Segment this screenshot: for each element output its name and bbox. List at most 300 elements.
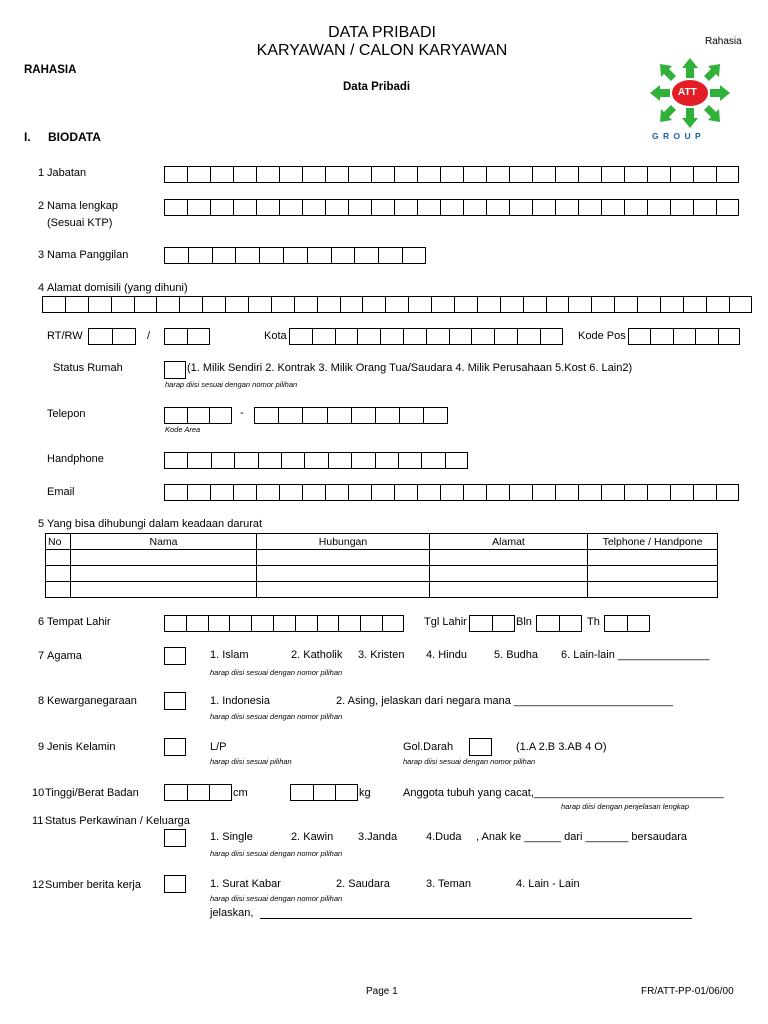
logo-text: ATT <box>678 87 697 98</box>
field-number: 6 <box>38 616 45 628</box>
gol-darah-input[interactable] <box>469 738 492 756</box>
char-box[interactable] <box>335 784 358 801</box>
nama-panggilan-label: Nama Panggilan <box>47 249 129 261</box>
sumber-option: 1. Surat Kabar <box>210 878 281 890</box>
status-rumah-hint: harap diisi sesuai dengan nomor pilihan <box>165 380 298 389</box>
att-group-logo <box>640 56 740 146</box>
anak-ke-label: , Anak ke ______ dari _______ bersaudara <box>476 831 687 843</box>
char-box[interactable] <box>271 296 294 313</box>
char-box[interactable] <box>112 328 136 345</box>
field-number: 3 <box>38 249 45 261</box>
char-box[interactable] <box>449 328 472 345</box>
kewarganegaraan-option-2: 2. Asing, jelaskan dari negara mana __________________________ <box>336 695 674 707</box>
agama-option: 4. Hindu <box>426 649 467 661</box>
confidential-label-left: RAHASIA <box>24 64 77 76</box>
char-box[interactable] <box>348 166 371 183</box>
jabatan-label: Jabatan <box>47 167 87 179</box>
status-perkawinan-input[interactable] <box>164 829 186 847</box>
char-box[interactable] <box>256 484 279 501</box>
char-box[interactable] <box>417 166 440 183</box>
char-box[interactable] <box>313 784 336 801</box>
char-box[interactable] <box>670 484 693 501</box>
char-box[interactable] <box>317 615 339 632</box>
telepon-dash: - <box>240 407 244 419</box>
char-box[interactable] <box>492 615 515 632</box>
char-box[interactable] <box>394 199 417 216</box>
char-box[interactable] <box>254 407 278 424</box>
char-box[interactable] <box>578 166 601 183</box>
char-box[interactable] <box>578 484 601 501</box>
field-number: 8 <box>38 695 45 707</box>
gol-darah-hint: harap diisi sesuai dengan nomor pilihan <box>403 757 536 766</box>
char-box[interactable] <box>509 199 532 216</box>
char-box[interactable] <box>212 247 236 264</box>
char-box[interactable] <box>279 484 302 501</box>
char-box[interactable] <box>65 296 88 313</box>
char-box[interactable] <box>179 296 202 313</box>
char-box[interactable] <box>256 199 279 216</box>
field-number: 4 <box>38 282 45 294</box>
char-box[interactable] <box>325 166 348 183</box>
char-box[interactable] <box>601 484 624 501</box>
char-box[interactable] <box>486 199 509 216</box>
gol-darah-options: (1.A 2.B 3.AB 4 O) <box>516 741 607 753</box>
table-header: Telphone / Handpone <box>588 534 718 550</box>
table-header: Alamat <box>430 534 588 550</box>
field-number: 12 <box>32 879 45 891</box>
char-box[interactable] <box>290 784 313 801</box>
char-box[interactable] <box>647 199 670 216</box>
char-box[interactable] <box>382 615 404 632</box>
char-box[interactable] <box>670 199 693 216</box>
agama-label: Agama <box>47 650 82 662</box>
char-box[interactable] <box>536 615 559 632</box>
char-box[interactable] <box>431 296 454 313</box>
field-number: 1 <box>38 167 45 179</box>
agama-option: 6. Lain-lain _______________ <box>561 649 710 661</box>
char-box[interactable] <box>325 484 348 501</box>
table-row[interactable] <box>46 550 718 566</box>
char-box[interactable] <box>362 296 385 313</box>
char-box[interactable] <box>660 296 683 313</box>
char-box[interactable] <box>729 296 752 313</box>
char-box[interactable] <box>351 407 375 424</box>
telepon-label: Telepon <box>47 408 86 420</box>
char-box[interactable] <box>399 407 423 424</box>
perkawinan-option: 2. Kawin <box>291 831 334 843</box>
char-box[interactable] <box>317 296 340 313</box>
char-box[interactable] <box>251 615 273 632</box>
char-box[interactable] <box>647 484 670 501</box>
char-box[interactable] <box>423 407 447 424</box>
char-box[interactable] <box>454 296 477 313</box>
rw-input[interactable] <box>164 328 210 345</box>
char-box[interactable] <box>628 328 650 345</box>
char-box[interactable] <box>471 328 494 345</box>
char-box[interactable] <box>304 452 327 469</box>
char-box[interactable] <box>445 452 468 469</box>
nama-lengkap-input[interactable] <box>164 199 739 216</box>
kodepos-input[interactable] <box>628 328 740 345</box>
perkawinan-hint: harap diisi sesuai dengan nomor pilihan <box>210 849 343 858</box>
char-box[interactable] <box>440 484 463 501</box>
char-box[interactable] <box>187 407 210 424</box>
char-box[interactable] <box>509 166 532 183</box>
char-box[interactable] <box>546 296 569 313</box>
char-box[interactable] <box>403 328 426 345</box>
char-box[interactable] <box>302 407 326 424</box>
char-box[interactable] <box>234 452 257 469</box>
kewarganegaraan-option-1: 1. Indonesia <box>210 695 270 707</box>
char-box[interactable] <box>348 484 371 501</box>
table-header: Nama <box>71 534 257 550</box>
char-box[interactable] <box>187 328 210 345</box>
char-box[interactable] <box>559 615 582 632</box>
char-box[interactable] <box>440 199 463 216</box>
char-box[interactable] <box>408 296 431 313</box>
tinggi-berat-label: Tinggi/Berat Badan <box>45 787 139 799</box>
char-box[interactable] <box>164 615 186 632</box>
char-box[interactable] <box>568 296 591 313</box>
char-box[interactable] <box>380 328 403 345</box>
char-box[interactable] <box>88 328 112 345</box>
char-box[interactable] <box>486 484 509 501</box>
kewarganegaraan-input[interactable] <box>164 692 186 710</box>
agama-option: 3. Kristen <box>358 649 405 661</box>
char-box[interactable] <box>233 484 256 501</box>
char-box[interactable] <box>164 452 187 469</box>
char-box[interactable] <box>385 296 408 313</box>
char-box[interactable] <box>494 328 517 345</box>
email-input[interactable] <box>164 484 739 501</box>
char-box[interactable] <box>164 199 187 216</box>
char-box[interactable] <box>378 247 402 264</box>
char-box[interactable] <box>211 452 234 469</box>
char-box[interactable] <box>670 166 693 183</box>
status-rumah-options: (1. Milik Sendiri 2. Kontrak 3. Milik Orang Tua/Saudara 4. Milik Perusahaan 5.Kost 6. Lain2) <box>187 362 633 374</box>
char-box[interactable] <box>256 166 279 183</box>
char-box[interactable] <box>210 199 233 216</box>
perkawinan-option: 4.Duda <box>426 831 462 843</box>
char-box[interactable] <box>695 328 717 345</box>
char-box[interactable] <box>360 615 382 632</box>
char-box[interactable] <box>486 166 509 183</box>
char-box[interactable] <box>555 199 578 216</box>
nama-lengkap-sublabel: (Sesuai KTP) <box>47 217 113 229</box>
email-label: Email <box>47 486 75 498</box>
char-box[interactable] <box>693 166 716 183</box>
char-box[interactable] <box>398 452 421 469</box>
char-box[interactable] <box>164 166 187 183</box>
kewarganegaraan-hint: harap diisi sesuai dengan nomor pilihan <box>210 712 343 721</box>
char-box[interactable] <box>229 615 251 632</box>
char-box[interactable] <box>693 199 716 216</box>
char-box[interactable] <box>591 296 614 313</box>
emergency-contact-table <box>45 533 718 598</box>
char-box[interactable] <box>402 247 426 264</box>
char-box[interactable] <box>156 296 179 313</box>
char-box[interactable] <box>111 296 134 313</box>
char-box[interactable] <box>164 407 187 424</box>
char-box[interactable] <box>187 166 210 183</box>
char-box[interactable] <box>614 296 637 313</box>
char-box[interactable] <box>509 484 532 501</box>
char-box[interactable] <box>210 484 233 501</box>
title-line-1: DATA PRIBADI <box>328 24 436 41</box>
char-box[interactable] <box>716 166 739 183</box>
char-box[interactable] <box>338 615 360 632</box>
char-box[interactable] <box>716 199 739 216</box>
char-box[interactable] <box>327 407 351 424</box>
char-box[interactable] <box>302 199 325 216</box>
char-box[interactable] <box>421 452 444 469</box>
char-box[interactable] <box>340 296 363 313</box>
char-box[interactable] <box>624 166 647 183</box>
char-box[interactable] <box>716 484 739 501</box>
char-box[interactable] <box>331 247 355 264</box>
gol-darah-label: Gol.Darah <box>403 741 454 753</box>
char-box[interactable] <box>417 199 440 216</box>
char-box[interactable] <box>283 247 307 264</box>
jelaskan-line[interactable] <box>260 918 692 919</box>
char-box[interactable] <box>417 484 440 501</box>
char-box[interactable] <box>463 199 486 216</box>
char-box[interactable] <box>627 615 650 632</box>
char-box[interactable] <box>42 296 65 313</box>
char-box[interactable] <box>624 484 647 501</box>
char-box[interactable] <box>225 296 248 313</box>
char-box[interactable] <box>555 484 578 501</box>
kota-input[interactable] <box>289 328 563 345</box>
status-rumah-label: Status Rumah <box>53 362 123 374</box>
char-box[interactable] <box>354 247 378 264</box>
sumber-berita-input[interactable] <box>164 875 186 893</box>
telepon-input[interactable] <box>254 407 448 424</box>
char-box[interactable] <box>259 247 283 264</box>
sumber-option: 2. Saudara <box>336 878 390 890</box>
char-box[interactable] <box>187 452 210 469</box>
char-box[interactable] <box>371 199 394 216</box>
char-box[interactable] <box>187 784 210 801</box>
field-number: 9 <box>38 741 45 753</box>
char-box[interactable] <box>647 166 670 183</box>
rt-input[interactable] <box>88 328 136 345</box>
char-box[interactable] <box>302 166 325 183</box>
char-box[interactable] <box>328 452 351 469</box>
char-box[interactable] <box>187 484 210 501</box>
char-box[interactable] <box>88 296 111 313</box>
agama-option: 2. Katholik <box>291 649 343 661</box>
alamat-label: Alamat domisili (yang dihuni) <box>47 282 188 294</box>
char-box[interactable] <box>426 328 449 345</box>
char-box[interactable] <box>210 166 233 183</box>
tahun-label: Th <box>587 616 600 628</box>
char-box[interactable] <box>233 166 256 183</box>
char-box[interactable] <box>601 166 624 183</box>
char-box[interactable] <box>683 296 706 313</box>
field-number: 7 <box>38 650 45 662</box>
nama-panggilan-input[interactable] <box>164 247 426 264</box>
bulan-input[interactable] <box>536 615 582 632</box>
nama-lengkap-label: Nama lengkap <box>47 200 118 212</box>
cacat-hint: harap diisi dengan penjelasan lengkap <box>561 802 690 811</box>
char-box[interactable] <box>706 296 729 313</box>
char-box[interactable] <box>295 615 317 632</box>
tempat-lahir-input[interactable] <box>164 615 404 632</box>
char-box[interactable] <box>273 615 295 632</box>
char-box[interactable] <box>693 484 716 501</box>
char-box[interactable] <box>258 452 281 469</box>
char-box[interactable] <box>164 484 187 501</box>
section-number: I. <box>24 130 31 144</box>
emergency-label: Yang bisa dihubungi dalam keadaan darurat <box>47 518 263 530</box>
char-box[interactable] <box>375 452 398 469</box>
char-box[interactable] <box>500 296 523 313</box>
char-box[interactable] <box>278 407 302 424</box>
char-box[interactable] <box>624 199 647 216</box>
char-box[interactable] <box>375 407 399 424</box>
sumber-option: 4. Lain - Lain <box>516 878 580 890</box>
char-box[interactable] <box>637 296 660 313</box>
char-box[interactable] <box>164 784 187 801</box>
alamat-input[interactable] <box>42 296 752 313</box>
char-box[interactable] <box>186 615 208 632</box>
char-box[interactable] <box>187 199 210 216</box>
field-number: 11 <box>32 815 44 827</box>
berat-input[interactable] <box>290 784 358 801</box>
char-box[interactable] <box>440 166 463 183</box>
char-box[interactable] <box>673 328 695 345</box>
char-box[interactable] <box>208 615 230 632</box>
char-box[interactable] <box>233 199 256 216</box>
char-box[interactable] <box>134 296 157 313</box>
char-box[interactable] <box>279 199 302 216</box>
char-box[interactable] <box>604 615 627 632</box>
char-box[interactable] <box>477 296 500 313</box>
sumber-berita-label: Sumber berita kerja <box>45 879 141 891</box>
char-box[interactable] <box>335 328 358 345</box>
agama-hint: harap diisi sesuai dengan nomor pilihan <box>210 668 343 677</box>
char-box[interactable] <box>294 296 317 313</box>
char-box[interactable] <box>325 199 348 216</box>
jenis-kelamin-label: Jenis Kelamin <box>47 741 116 753</box>
char-box[interactable] <box>718 328 740 345</box>
agama-input[interactable] <box>164 647 186 665</box>
char-box[interactable] <box>555 166 578 183</box>
char-box[interactable] <box>394 166 417 183</box>
tempat-lahir-label: Tempat Lahir <box>47 616 111 628</box>
table-row[interactable] <box>46 582 718 598</box>
char-box[interactable] <box>209 784 232 801</box>
char-box[interactable] <box>371 484 394 501</box>
char-box[interactable] <box>463 166 486 183</box>
char-box[interactable] <box>289 328 312 345</box>
char-box[interactable] <box>188 247 212 264</box>
logo-group-text: G R O U P <box>652 131 702 141</box>
cm-unit: cm <box>233 787 248 799</box>
char-box[interactable] <box>164 328 187 345</box>
tinggi-input[interactable] <box>164 784 232 801</box>
bulan-label: Bln <box>516 616 532 628</box>
char-box[interactable] <box>650 328 672 345</box>
field-number: 2 <box>38 200 45 212</box>
field-number: 10 <box>32 787 45 799</box>
tgl-lahir-label: Tgl Lahir <box>424 616 467 628</box>
kg-unit: kg <box>359 787 371 799</box>
section-title: BIODATA <box>48 130 101 144</box>
char-box[interactable] <box>312 328 335 345</box>
char-box[interactable] <box>348 199 371 216</box>
handphone-input[interactable] <box>164 452 468 469</box>
char-box[interactable] <box>578 199 601 216</box>
kewarganegaraan-label: Kewarganegaraan <box>47 695 137 707</box>
char-box[interactable] <box>532 484 555 501</box>
sumber-option: 3. Teman <box>426 878 472 890</box>
char-box[interactable] <box>281 452 304 469</box>
char-box[interactable] <box>164 247 188 264</box>
char-box[interactable] <box>469 615 492 632</box>
table-header: Hubungan <box>257 534 430 550</box>
cacat-label: Anggota tubuh yang cacat,_______________________________ <box>403 787 724 799</box>
char-box[interactable] <box>517 328 540 345</box>
char-box[interactable] <box>202 296 225 313</box>
field-number: 5 <box>38 518 45 530</box>
form-code: FR/ATT-PP-01/06/00 <box>641 986 734 997</box>
jenis-kelamin-input[interactable] <box>164 738 186 756</box>
char-box[interactable] <box>394 484 417 501</box>
perkawinan-option: 1. Single <box>210 831 253 843</box>
tahun-input[interactable] <box>604 615 650 632</box>
char-box[interactable] <box>307 247 331 264</box>
char-box[interactable] <box>235 247 259 264</box>
char-box[interactable] <box>540 328 563 345</box>
char-box[interactable] <box>248 296 271 313</box>
agama-option: 5. Budha <box>494 649 539 661</box>
table-row[interactable] <box>46 566 718 582</box>
char-box[interactable] <box>463 484 486 501</box>
kode-area-hint: Kode Area <box>165 425 201 434</box>
subtitle: Data Pribadi <box>343 81 411 93</box>
char-box[interactable] <box>371 166 394 183</box>
char-box[interactable] <box>532 166 555 183</box>
kota-label: Kota <box>264 330 287 342</box>
confidential-label-right: Rahasia <box>705 36 742 47</box>
jelaskan-label: jelaskan, <box>210 907 254 919</box>
status-perkawinan-label: Status Perkawinan / Keluarga <box>45 815 190 827</box>
char-box[interactable] <box>279 166 302 183</box>
char-box[interactable] <box>532 199 555 216</box>
sumber-hint: harap diisi sesuai dengan nomor pilihan <box>210 894 343 903</box>
jenis-kelamin-hint: harap diisi sesuai pilihan <box>210 757 292 766</box>
perkawinan-option: 3.Janda <box>358 831 398 843</box>
handphone-label: Handphone <box>47 453 104 465</box>
char-box[interactable] <box>523 296 546 313</box>
agama-option: 1. Islam <box>210 649 249 661</box>
jenis-kelamin-options: L/P <box>210 741 227 753</box>
char-box[interactable] <box>357 328 380 345</box>
jabatan-input[interactable] <box>164 166 739 183</box>
char-box[interactable] <box>351 452 374 469</box>
title-line-2: KARYAWAN / CALON KARYAWAN <box>256 42 508 59</box>
status-rumah-input[interactable] <box>164 361 186 379</box>
char-box[interactable] <box>209 407 232 424</box>
page-number: Page 1 <box>366 986 398 997</box>
char-box[interactable] <box>302 484 325 501</box>
tgl-lahir-input[interactable] <box>469 615 515 632</box>
kode-area-input[interactable] <box>164 407 232 424</box>
char-box[interactable] <box>601 199 624 216</box>
kodepos-label: Kode Pos <box>578 330 626 342</box>
